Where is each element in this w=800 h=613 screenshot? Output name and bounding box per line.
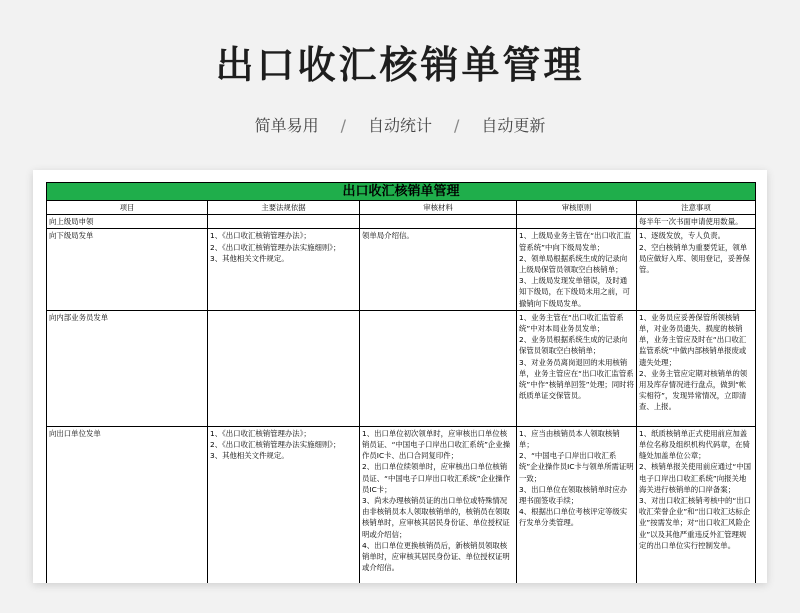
cell-line: 3、对业务员离岗退回的未用核销单，业务主管应在“出口收汇监管系统”中作“核销单回签”处理；同时将纸质单证交保管员。: [519, 357, 634, 401]
cell-material[interactable]: [360, 215, 517, 229]
cell-item[interactable]: 向下级局发单: [47, 229, 208, 310]
cell-line: 1、应当由核销员本人领取核销单；: [519, 428, 620, 450]
cell-law[interactable]: [208, 310, 360, 426]
table-title: 出口收汇核销单管理: [47, 183, 756, 201]
cell-material[interactable]: [360, 229, 517, 310]
cell-line: 1、《出口收汇核销管理办法》；: [210, 428, 311, 438]
cell-line: 2、业务员根据系统生成的记录向保管员领取空白核销单；: [519, 335, 628, 356]
cell-principle[interactable]: [517, 229, 637, 310]
cell-item[interactable]: 向上级局申领: [47, 215, 208, 229]
cell-principle[interactable]: [517, 310, 637, 426]
subtitle-item: 自动统计: [367, 116, 432, 135]
cell-line: 4、出口单位更换核销员后，新核销员领取核销单时，应审核其居民身份证、单位授权证明或介绍信。: [362, 540, 510, 573]
table-row: [47, 229, 756, 310]
column-header-material: 审核材料: [360, 201, 517, 215]
cell-line: 1、出口单位初次领单时，应审核出口单位核销员证、“中国电子口岸出口收汇系统”企业操作员IC卡、出口合同复印件；: [362, 428, 511, 461]
cell-line: 2、领单局根据系统生成的记录向上级局保管员领取空白核销单；: [519, 253, 628, 275]
cell-line: 2、业务主管应定期对核销单的领用及库存情况进行盘点，做到“帐实相符”，发现异常情况，立即清查、上报。: [639, 368, 748, 412]
cell-law[interactable]: [208, 426, 360, 583]
cell-note[interactable]: [637, 310, 756, 426]
cell-line: 1、纸质核销单正式使用前应加盖单位名称及组织机构代码章，在骑缝处加盖单位公章；: [639, 428, 750, 461]
cell-note[interactable]: [637, 229, 756, 310]
cell-line: 3、尚未办理核销员证的出口单位或特殊情况由非核销员本人领取核销单的，核销员在领取核销单时，应审核其居民身份证、单位授权证明或介绍信；: [362, 496, 510, 539]
subtitle-separator: /: [454, 116, 460, 135]
cell-item[interactable]: 向出口单位发单: [47, 426, 208, 583]
cell-line: 每半年一次书面申请使用数量。: [639, 217, 743, 227]
table-row: [47, 310, 756, 426]
cell-line: 3、上级局发现发单错误，及时通知下级局，在下级局未用之前，可撤销向下级局发单。: [519, 276, 630, 308]
page-subtitle: [0, 113, 800, 136]
table-body: [47, 215, 756, 583]
subtitle-separator: /: [340, 116, 346, 135]
cell-principle[interactable]: [517, 215, 637, 229]
cell-line: 2、《出口收汇核销管理办法实施细则》；: [210, 242, 341, 252]
cell-law[interactable]: [208, 229, 360, 310]
cell-line: 4、根据出口单位考核评定等级实行发单分类管理。: [519, 507, 628, 528]
cell-line: 1、逐级发放，专人负责。: [639, 231, 726, 241]
column-header-item: 项目: [47, 201, 208, 215]
cell-line: 2、“中国电子口岸出口收汇系统”企业操作员IC卡与领单所需证明一致；: [519, 451, 634, 483]
cell-law[interactable]: [208, 215, 360, 229]
cell-note[interactable]: [637, 215, 756, 229]
subtitle-item: 自动更新: [481, 116, 546, 135]
cell-line: 2、核销单报关使用前应通过“中国电子口岸出口收汇系统”向报关地海关进行核销单的口岸备案；: [639, 462, 752, 494]
cell-line: 2、出口单位续领单时，应审核出口单位核销员证、“中国电子口岸出口收汇系统”企业操作员IC卡；: [362, 462, 511, 494]
cell-line: 1、业务主管在“出口收汇监管系统”中对本局业务员发单；: [519, 312, 624, 334]
cell-line: 1、上级局业务主管在“出口收汇监管系统”中向下级局发单；: [519, 231, 632, 252]
cell-line: 2、空白核销单为重要凭证，领单局应做好入库、领用登记，妥善保管。: [639, 242, 750, 275]
spreadsheet-preview-card: [33, 170, 767, 583]
cell-material[interactable]: [360, 310, 517, 426]
cell-line: 领单局介绍信。: [362, 231, 414, 241]
table-row: [47, 426, 756, 583]
cell-line: 1、《出口收汇核销管理办法》；: [210, 231, 311, 241]
column-header-law: 主要法规依据: [208, 201, 360, 215]
cell-line: 3、对出口收汇核销考核中的“出口收汇荣誉企业”和“出口收汇达标企业”按需发单；对“出口收汇风险企业”以及其他严重违反外汇管理规定的出口单位实行控制发单。: [639, 496, 752, 550]
management-table: [46, 182, 756, 583]
cell-material[interactable]: [360, 426, 517, 583]
cell-line: 3、其他相关文件规定。: [210, 253, 289, 263]
cell-line: 1、业务员应妥善保管所领核销单，对业务员遗失、损度的核销单，业务主管应及时在“出口收汇监管系统”中做内部核销单报废或遗失处理；: [639, 312, 747, 367]
subtitle-item: 简单易用: [254, 116, 319, 135]
column-header-note: 注意事项: [637, 201, 756, 215]
cell-line: 2、《出口收汇核销管理办法实施细则》；: [210, 440, 341, 450]
cell-line: 3、出口单位在领取核销单时应办理书面签收手续；: [519, 484, 628, 506]
cell-item[interactable]: 向内部业务员发单: [47, 310, 208, 426]
table-row: [47, 215, 756, 229]
cell-note[interactable]: [637, 426, 756, 583]
column-header-principle: 审核原则: [517, 201, 637, 215]
cell-principle[interactable]: [517, 426, 637, 583]
cell-line: 3、其他相关文件规定。: [210, 451, 289, 461]
page-title: 出口收汇核销单管理: [215, 43, 585, 87]
